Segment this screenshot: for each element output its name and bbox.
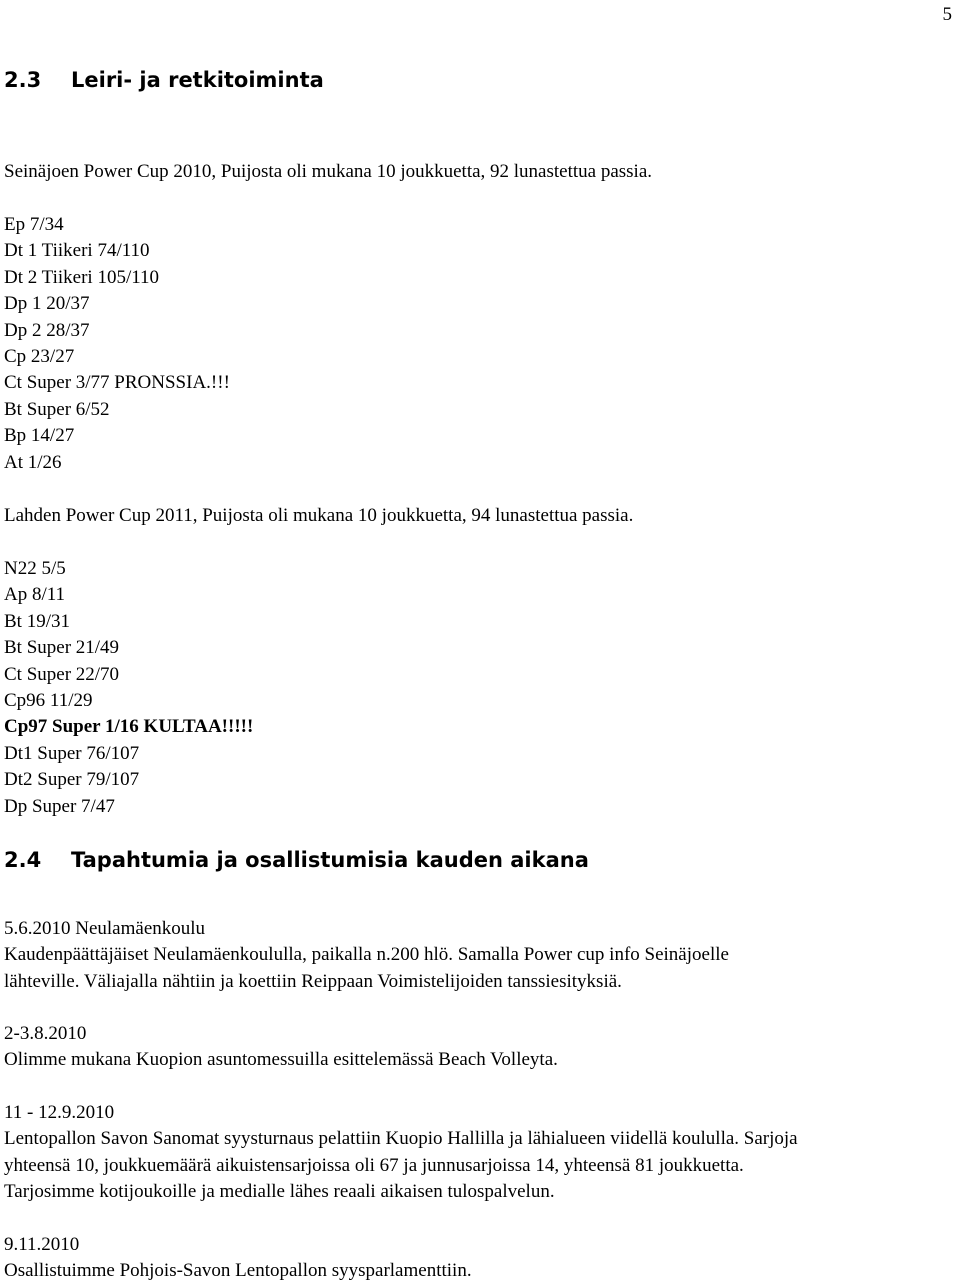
result-line: Bp 14/27 [4,425,75,447]
result-line: Bt Super 6/52 [4,398,110,420]
cup-2011-results [4,556,956,820]
cup-2011-intro: Lahden Power Cup 2011, Puijosta oli mukana 10 joukkuetta, 94 lunastettua passia. [4,505,634,526]
result-line: Dp 2 28/37 [4,319,90,341]
section-title: Tapahtumia ja osallistumisia kauden aikana [71,848,589,872]
result-line: Cp96 11/29 [4,689,93,711]
section-title: Leiri- ja retkitoiminta [71,68,324,92]
result-line: Ct Super 22/70 [4,663,120,685]
result-line: Ct Super 3/77 PRONSSIA.!!! [4,372,230,394]
section-number: 2.3 [4,68,42,92]
result-line: At 1/26 [4,451,62,473]
cup-2010-intro-block [4,159,956,185]
event-text-line: lähteville. Väliajalla nähtiin ja koettiin Reippaan Voimistelijoiden tanssiesityksiä. [4,970,622,992]
result-line: Bt Super 21/49 [4,637,120,659]
event-syysparlamentti [4,1232,956,1285]
section-number: 2.4 [4,848,42,872]
event-text-line: Kaudenpäättäjäiset Neulamäenkoululla, paikalla n.200 hlö. Samalla Power cup info Seinäjoelle [4,944,729,966]
event-asuntomessut [4,1021,956,1074]
result-line: Bt 19/31 [4,610,70,632]
event-text-line: Tarjosimme kotijoukoille ja medialle lähes reaali aikaisen tulospalvelun. [4,1181,555,1203]
event-text-line: yhteensä 10, joukkuemäärä aikuistensarjoissa oli 67 ja junnusarjoissa 14, yhteensä 81 joukkuetta. [4,1154,744,1176]
gold-result-line: Cp97 Super 1/16 KULTAA!!!!! [4,716,254,738]
event-date-line: 9.11.2010 [4,1234,80,1255]
cup-2010-intro: Seinäjoen Power Cup 2010, Puijosta oli mukana 10 joukkuetta, 92 lunastettua passia. [4,161,653,182]
cup-2010-results [4,212,956,476]
result-line: Dt 1 Tiikeri 74/110 [4,240,150,262]
result-line: Ep 7/34 [4,214,64,235]
page-number: 5 [942,4,952,25]
event-syysturnaus [4,1100,956,1206]
event-neulamaenkoulu [4,916,956,995]
result-line: Dt2 Super 79/107 [4,769,140,791]
event-date-line: 11 - 12.9.2010 [4,1102,115,1123]
event-text-line: Olimme mukana Kuopion asuntomessuilla esittelemässä Beach Volleyta. [4,1049,558,1071]
result-line: Dp Super 7/47 [4,795,115,817]
cup-2011-intro-block [4,503,956,529]
event-date-line: 2-3.8.2010 [4,1023,87,1044]
section-heading-2-4 [4,846,589,874]
result-line: Dt 2 Tiikeri 105/110 [4,266,160,288]
event-text-line: Osallistuimme Pohjois-Savon Lentopallon syysparlamenttiin. [4,1260,472,1282]
result-line: Cp 23/27 [4,345,75,367]
event-date-line: 5.6.2010 Neulamäenkoulu [4,918,206,939]
event-text-line: Lentopallon Savon Sanomat syysturnaus pelattiin Kuopio Hallilla ja lähialueen viidellä koululla. Sarjoja [4,1128,798,1150]
result-line: Ap 8/11 [4,584,66,606]
result-line: Dp 1 20/37 [4,293,90,315]
result-line: N22 5/5 [4,558,66,579]
section-heading-2-3 [4,66,324,94]
result-line: Dt1 Super 76/107 [4,742,140,764]
